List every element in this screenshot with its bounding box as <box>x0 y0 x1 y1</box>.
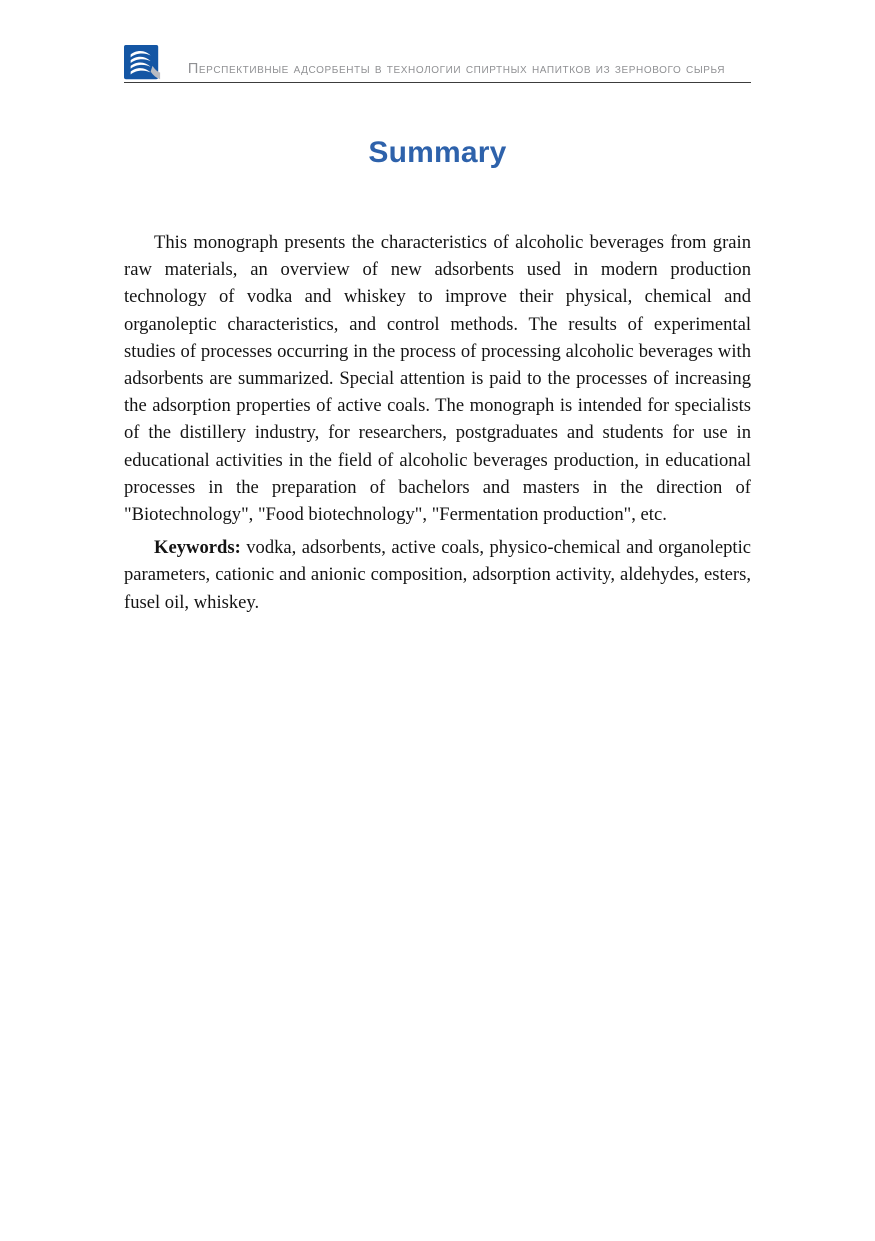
keywords-paragraph <box>124 534 751 616</box>
page-header <box>124 42 751 83</box>
summary-content <box>124 229 751 616</box>
publisher-logo-icon <box>124 45 162 83</box>
page-title: Summary <box>368 136 507 169</box>
summary-paragraph: This monograph presents the characteristics of alcoholic beverages from grain raw materials, an overview of new adsorbents used in modern production technology of vodka and whiskey to improve their physical, chemical and organoleptic characteristics, and control methods. The results of experimental studies of processes occurring in the process of processing alcoholic beverages with adsorbents are summarized. Special attention is paid to the processes of increasing the adsorption properties of active coals. The monograph is intended for specialists of the distillery industry, for researchers, postgraduates and students for use in educational activities in the field of alcoholic beverages production, in educational processes in the preparation of bachelors and masters in the direction of "Biotechnology", "Food biotechnology", "Fermentation production", etc. <box>124 232 751 526</box>
keywords-label: Keywords: <box>154 537 241 559</box>
running-header-title: Перспективные адсорбенты в технологии спиртных напитков из зернового сырья <box>187 61 726 77</box>
keywords-text: vodka, adsorbents, active coals, physico-chemical and organoleptic parameters, cationic and anionic composition, adsorption activity, aldehydes, esters, fusel oil, whiskey. <box>124 537 751 613</box>
